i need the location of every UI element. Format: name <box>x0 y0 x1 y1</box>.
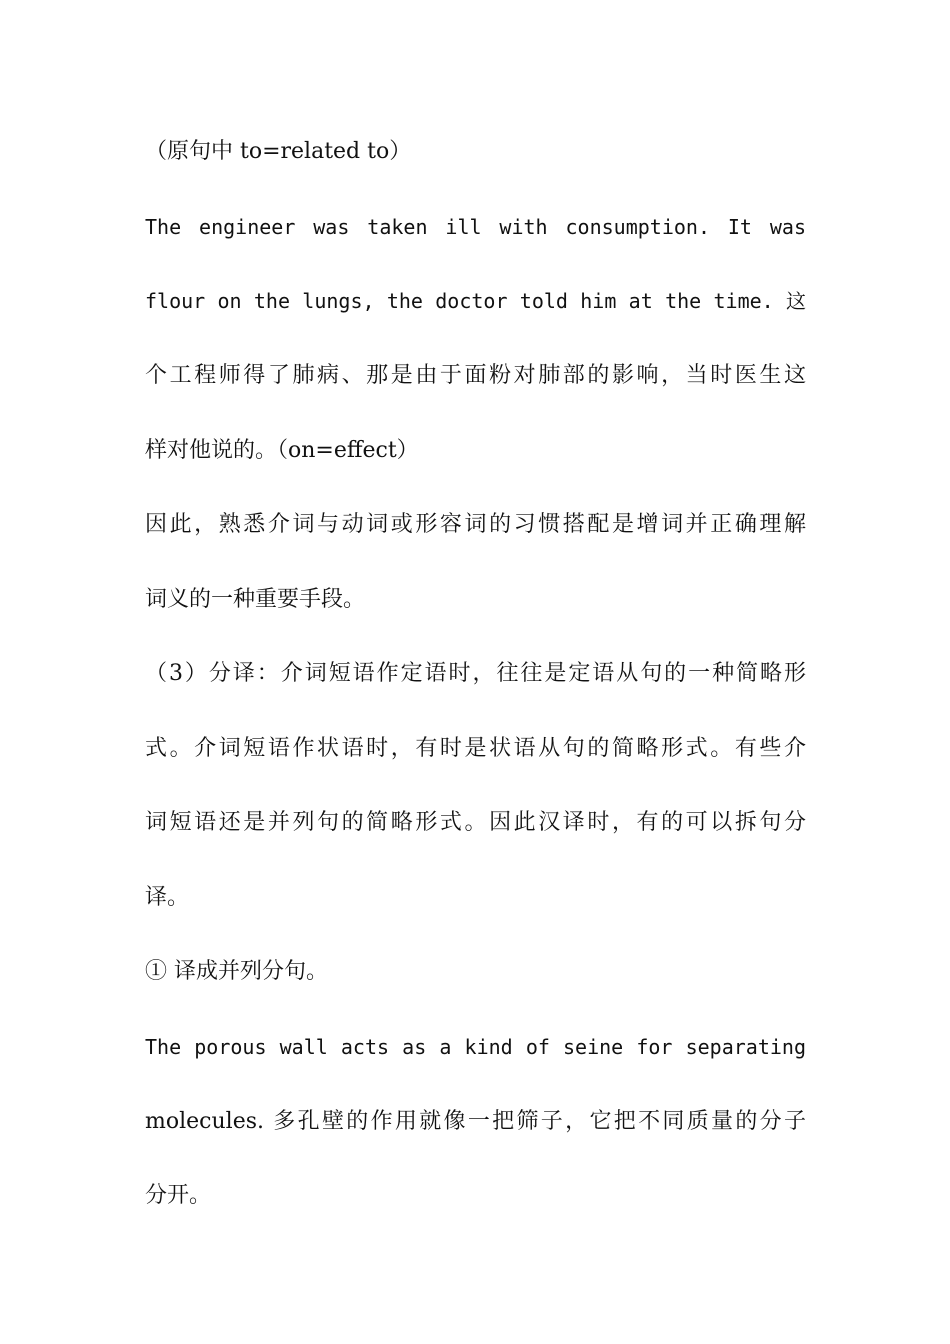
text-line-10: 词短语还是并列句的简略形式。因此汉译时，有的可以拆句分 <box>145 810 806 835</box>
text-line-15: 分开。 <box>145 1183 212 1208</box>
text-line-3: flour on the lungs, the doctor told him at the time. 这 <box>145 289 806 313</box>
text-line-11: 译。 <box>145 885 190 910</box>
text-line-7: 词义的一种重要手段。 <box>145 587 366 612</box>
text-line-13: The porous wall acts as a kind of seine for separating <box>145 1035 806 1059</box>
text-line-2: The engineer was taken ill with consumption. It was <box>145 215 806 239</box>
text-line-12: ① 译成并列分句。 <box>145 959 328 984</box>
text-line-9: 式。介词短语作状语时，有时是状语从句的简略形式。有些介 <box>145 736 806 761</box>
text-line-5: 样对他说的。（on=effect） <box>145 438 419 463</box>
text-line-1: （原句中 to=related to） <box>145 139 412 164</box>
text-line-4: 个工程师得了肺病、那是由于面粉对肺部的影响，当时医生这 <box>145 363 806 388</box>
text-line-8: （3）分译：介词短语作定语时，往往是定语从句的一种简略形 <box>145 661 806 686</box>
text-line-6: 因此，熟悉介词与动词或形容词的习惯搭配是增词并正确理解 <box>145 512 806 537</box>
text-line-14: molecules. 多孔壁的作用就像一把筛子，它把不同质量的分子 <box>145 1109 806 1134</box>
